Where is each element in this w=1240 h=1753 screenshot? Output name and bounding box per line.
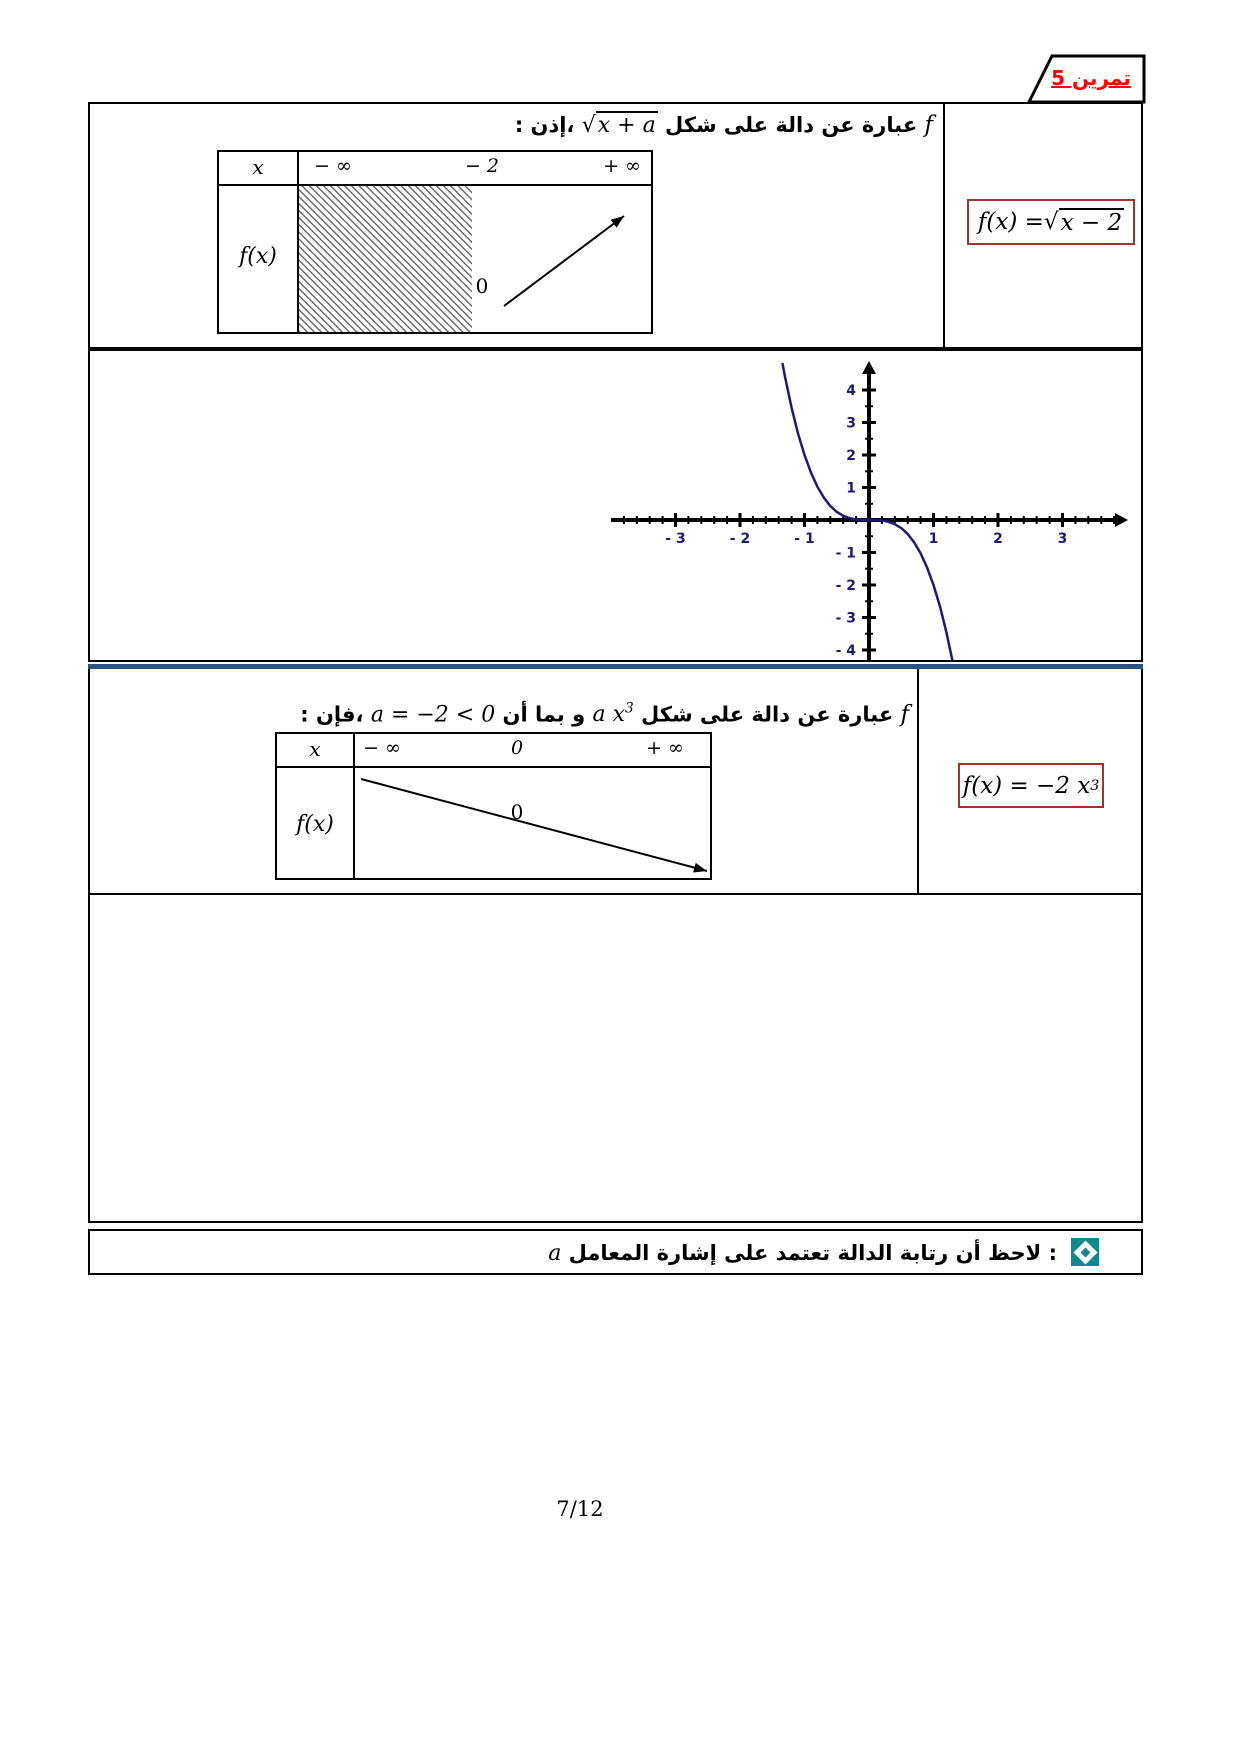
graph1-sqrt-curve-chart	[90, 351, 1141, 660]
graph1-box	[88, 349, 1143, 662]
section1-column-divider	[943, 104, 945, 347]
heading1-f: f	[924, 112, 933, 138]
increasing-arrow	[504, 216, 624, 306]
note-text-wrap	[548, 1238, 1057, 1269]
note-bar	[88, 1229, 1143, 1275]
x-tick-label: 2	[993, 531, 1003, 547]
formula1-sqrt-sign: √	[1043, 209, 1059, 235]
heading2-text1: عبارة عن دالة على شكل	[641, 702, 894, 727]
table1-col-minus-2: − 2	[464, 155, 500, 177]
heading2-text3: ،فإن :	[300, 702, 364, 727]
x-tick-label: - 3	[665, 531, 686, 547]
table2-fx-label: f(x)	[296, 812, 334, 837]
increasing-arrow-head	[611, 216, 624, 228]
exercise-tab-label: تمرين 5	[1051, 66, 1131, 90]
section2-heading	[100, 691, 909, 733]
table2-col-plus-inf: + ∞	[646, 737, 684, 759]
section2-box	[88, 669, 1143, 893]
heading2-f: f	[900, 701, 909, 728]
section1-box	[88, 102, 1143, 349]
x-tick-label: - 1	[794, 531, 815, 547]
table1-increasing-arrow	[219, 152, 655, 336]
heading2-text2: و بما أن	[502, 702, 586, 727]
x-tick-label: 1	[928, 531, 939, 547]
heading1-radicand: x + a	[597, 113, 656, 138]
heading1-text1: عبارة عن دالة على شكل	[665, 113, 918, 137]
table1-zero: 0	[475, 274, 489, 298]
x-axis-arrow	[1115, 513, 1128, 527]
section1-heading	[110, 107, 933, 144]
y-tick-label: 3	[846, 415, 856, 432]
y-tick-label: - 4	[835, 643, 856, 659]
table2-col-minus-inf: − ∞	[363, 737, 401, 759]
graph2-cubic-curve-chart	[90, 895, 1141, 1221]
y-tick-label: 4	[846, 383, 856, 399]
note-var-a: a	[548, 1241, 562, 1266]
formula-box-2	[958, 763, 1104, 808]
heading2-cube-sup: 3	[625, 701, 634, 717]
y-tick-label: 2	[846, 448, 856, 464]
formula1-radicand: x − 2	[1060, 210, 1123, 236]
heading2-ax: a x	[592, 702, 626, 728]
section2-column-divider	[917, 669, 919, 893]
sqrt-sign: √	[581, 113, 596, 138]
y-tick-label: - 1	[835, 545, 856, 562]
table1-col-minus-inf: − ∞	[314, 155, 352, 177]
table2-col-zero: 0	[510, 737, 524, 759]
heading1-text2: ،إذن :	[514, 113, 575, 137]
variation-table-1	[217, 150, 653, 334]
graph2-box	[88, 893, 1143, 1223]
x-tick-label: - 2	[729, 531, 751, 547]
table1-col-plus-inf: + ∞	[603, 155, 641, 177]
note-diamond-icon	[1071, 1238, 1099, 1266]
table2-zero: 0	[510, 800, 524, 824]
y-tick-label: - 3	[835, 610, 856, 627]
page-number: 7/12	[556, 1497, 604, 1521]
x-tick-label: 3	[1057, 531, 1068, 547]
formula-box-1	[967, 199, 1135, 245]
decreasing-arrow-head	[693, 863, 707, 873]
decreasing-arrow	[361, 779, 707, 871]
heading2-condition: a = −2 < 0	[370, 702, 496, 728]
y-axis-arrow	[862, 361, 876, 374]
table1-x-label: x	[252, 155, 264, 179]
y-tick-label: - 2	[835, 578, 856, 594]
table2-x-label: x	[309, 737, 321, 761]
table2-decreasing-arrow	[277, 734, 714, 882]
table1-fx-label: f(x)	[239, 244, 277, 269]
formula2-cube-sup: 3	[1090, 777, 1100, 794]
formula1-lhs: f(x) =	[977, 209, 1044, 235]
note-text: : لاحظ أن رتابة الدالة تعتمد على إشارة المعامل	[568, 1241, 1057, 1265]
formula2-lhs: f(x) = −2 x	[962, 772, 1091, 799]
variation-table-2	[275, 732, 712, 880]
y-tick-label: 1	[846, 480, 856, 497]
